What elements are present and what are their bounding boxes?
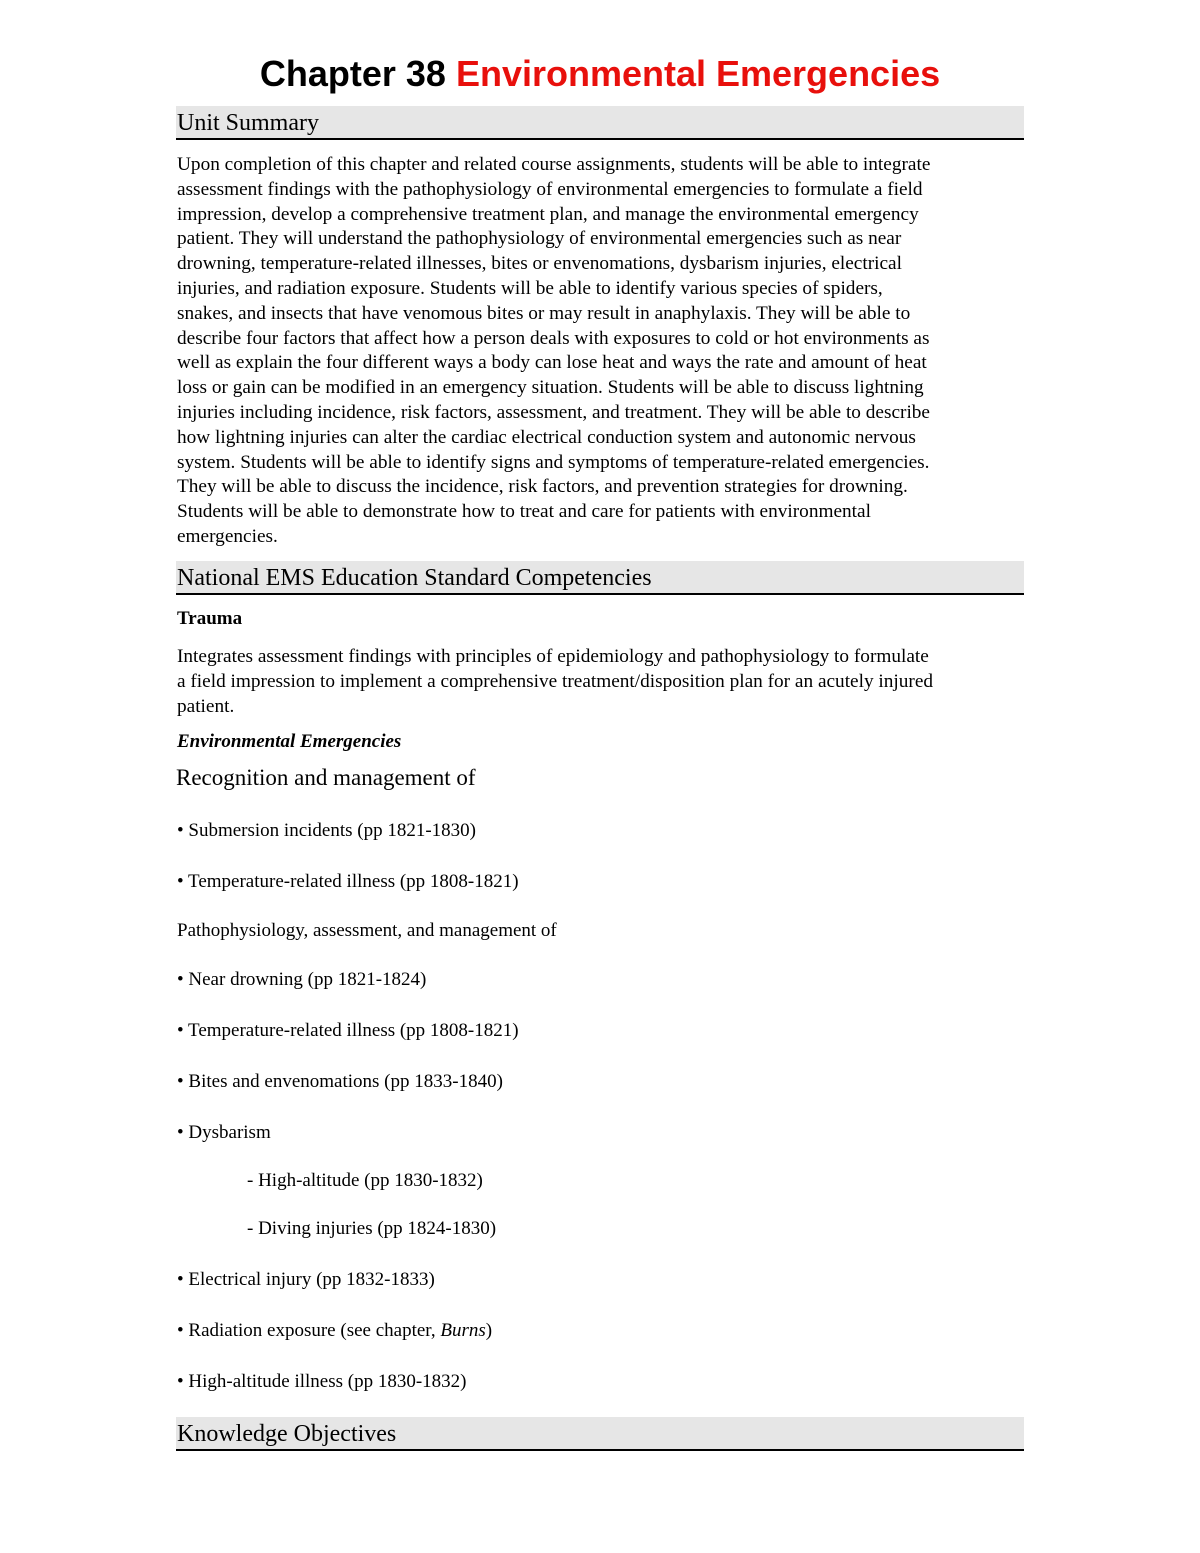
knowledge-objectives-heading: Knowledge Objectives — [176, 1417, 1024, 1451]
summary-line: Students will be able to demonstrate how to treat and care for patients with environmental — [177, 501, 871, 523]
sub-list-item: - High-altitude (pp 1830-1832) — [247, 1170, 483, 1191]
list-item: • High-altitude illness (pp 1830-1832) — [177, 1371, 467, 1392]
summary-line: impression, develop a comprehensive treatment plan, and manage the environmental emergency — [177, 203, 919, 225]
chapter-title — [0, 52, 1200, 96]
summary-line: injuries, and radiation exposure. Students will be able to identify various species of spiders, — [177, 277, 883, 299]
trauma-paragraph — [177, 645, 1027, 719]
trauma-line: Integrates assessment findings with principles of epidemiology and pathophysiology to formulate — [177, 646, 929, 667]
competencies-heading: National EMS Education Standard Competencies — [176, 561, 1024, 595]
summary-line: describe four factors that affect how a person deals with exposures to cold or hot environments as — [177, 327, 930, 349]
chapter-number: Chapter 38 — [259, 53, 446, 94]
summary-line: drowning, temperature-related illnesses, bites or envenomations, dysbarism injuries, electrical — [177, 253, 902, 275]
summary-line: patient. They will understand the pathophysiology of environmental emergencies such as near — [177, 228, 902, 250]
summary-line: They will be able to discuss the incidence, risk factors, and prevention strategies for drowning. — [177, 476, 908, 498]
trauma-line: a field impression to implement a comprehensive treatment/disposition plan for an acutely injured — [177, 670, 934, 692]
unit-summary-paragraph — [177, 153, 1027, 550]
list-item: • Temperature-related illness (pp 1808-1821) — [177, 871, 519, 892]
list-item: • Bites and envenomations (pp 1833-1840) — [177, 1071, 503, 1092]
chapter-topic: Environmental Emergencies — [455, 53, 941, 94]
summary-line: loss or gain can be modified in an emergency situation. Students will be able to discuss lightning — [177, 377, 924, 399]
recognition-label: Recognition and management of — [176, 765, 476, 790]
environmental-emergencies-label: Environmental Emergencies — [177, 731, 402, 752]
pathophysiology-label: Pathophysiology, assessment, and management of — [177, 920, 557, 941]
list-item: • Near drowning (pp 1821-1824) — [177, 969, 427, 990]
radiation-close: ) — [485, 1320, 493, 1341]
summary-line: emergencies. — [177, 525, 278, 547]
radiation-text: • Radiation exposure (see chapter, — [177, 1320, 441, 1341]
summary-line: injuries including incidence, risk factors, assessment, and treatment. They will be able to describe — [177, 401, 930, 423]
sub-list-item: - Diving injuries (pp 1824-1830) — [247, 1218, 497, 1239]
burns-chapter-reference: Burns — [440, 1320, 486, 1341]
summary-line: how lightning injuries can alter the cardiac electrical conduction system and autonomic nervous — [177, 426, 916, 448]
list-item-radiation — [177, 1320, 492, 1342]
summary-line: well as explain the four different ways a body can lose heat and ways the rate and amount of heat — [177, 352, 927, 374]
list-item: • Dysbarism — [177, 1122, 271, 1143]
unit-summary-heading: Unit Summary — [176, 106, 1024, 140]
summary-line: snakes, and insects that have venomous bites or may result in anaphylaxis. They will be able to — [177, 302, 911, 324]
list-item: • Submersion incidents (pp 1821-1830) — [177, 820, 477, 841]
list-item: • Temperature-related illness (pp 1808-1821) — [177, 1020, 519, 1041]
summary-line: Upon completion of this chapter and related course assignments, students will be able to integrate — [177, 154, 931, 175]
list-item: • Electrical injury (pp 1832-1833) — [177, 1269, 435, 1290]
trauma-line: patient. — [177, 695, 235, 717]
trauma-label: Trauma — [177, 608, 243, 629]
summary-line: assessment findings with the pathophysiology of environmental emergencies to formulate a field — [177, 178, 923, 200]
summary-line: system. Students will be able to identify signs and symptoms of temperature-related emergencies. — [177, 451, 930, 473]
